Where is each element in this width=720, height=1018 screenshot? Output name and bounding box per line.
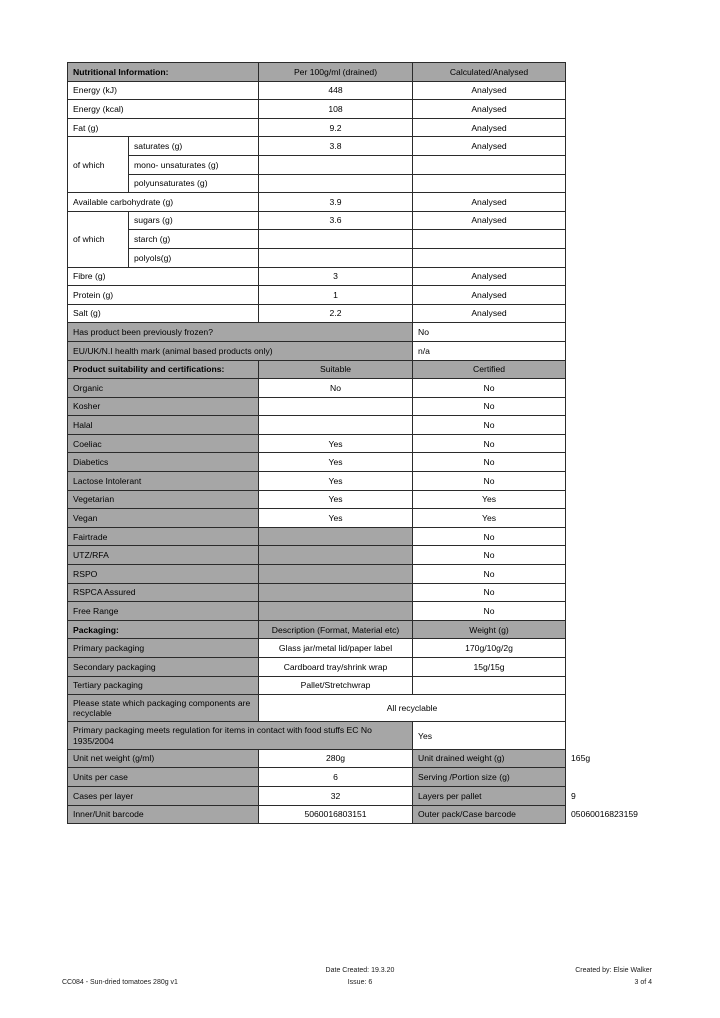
suitability-label: Kosher [68,397,259,416]
table-row [68,174,566,193]
nutrition-method: Analysed [413,267,566,286]
packaging-description: Pallet/Stretchwrap [259,676,413,695]
health-mark-row [68,341,566,360]
suitability-certified: No [413,379,566,398]
table-row [68,509,566,528]
table-row [68,676,566,695]
suitability-label: Halal [68,416,259,435]
packaging-description: Glass jar/metal lid/paper label [259,639,413,658]
footer-product-code: CC084 - Sun-dried tomatoes 280g v1 [62,979,178,986]
nutrition-label: Energy (kcal) [68,100,259,119]
nutrition-value: 3.9 [259,193,413,212]
suitability-certified: No [413,472,566,491]
table-row: Cases per layer 32 Layers per pallet 9 [68,786,566,805]
nutrition-sub-label: saturates (g) [129,137,259,156]
suitability-header-row [68,360,566,379]
suitability-label: RSPO [68,565,259,584]
packaging-header-description: Description (Format, Material etc) [259,620,413,639]
suitability-suitable: Yes [259,509,413,528]
nutrition-method: Analysed [413,286,566,305]
table-row: Inner/Unit barcode 5060016803151 Outer pack/Case barcode 05060016823159 [68,805,566,824]
spec-value-a: 32 [259,786,413,805]
spec-label-a: Inner/Unit barcode [68,805,259,824]
suitability-label: Fairtrade [68,527,259,546]
nutrition-method [413,230,566,249]
packaging-header-label: Packaging: [68,620,259,639]
packaging-label: Tertiary packaging [68,676,259,695]
suitability-certified: No [413,453,566,472]
footer-created-by: Created by: Elsie Walker [575,967,652,974]
table-row [68,248,566,267]
suitability-label: Coeliac [68,434,259,453]
nutrition-value [259,248,413,267]
nutrition-method: Analysed [413,137,566,156]
previously-frozen-question: Has product been previously frozen? [68,323,413,342]
table-row [68,137,566,156]
footer-page-number: 3 of 4 [634,979,652,986]
spec-label-b: Outer pack/Case barcode [413,805,566,824]
suitability-certified: No [413,416,566,435]
suitability-header-certified: Certified [413,360,566,379]
packaging-weight: 170g/10g/2g [413,639,566,658]
spec-value-a: 6 [259,768,413,787]
table-row [68,193,566,212]
table-row [68,81,566,100]
table-row [68,100,566,119]
suitability-label: Vegan [68,509,259,528]
nutrition-value [259,155,413,174]
nutrition-sub-label: polyols(g) [129,248,259,267]
footer-date-created: Date Created: 19.3.20 [325,967,395,974]
suitability-certified: No [413,546,566,565]
table-row [68,155,566,174]
previously-frozen-answer: No [413,323,566,342]
spec-label-a: Cases per layer [68,786,259,805]
table-row [68,267,566,286]
suitability-suitable: Yes [259,434,413,453]
regulation-row [68,722,566,749]
table-row [68,286,566,305]
nutrition-value: 1 [259,286,413,305]
table-row [68,768,566,787]
table-row: Unit net weight (g/ml) 280g Unit drained weight (g) 165g [68,749,566,768]
nutrition-label: Protein (g) [68,286,259,305]
spec-label-b: Unit drained weight (g) [413,749,566,768]
suitability-label: Lactose Intolerant [68,472,259,491]
table-row [68,472,566,491]
nutrition-method [413,155,566,174]
table-row [68,527,566,546]
suitability-certified: Yes [413,509,566,528]
spec-value-a: 5060016803151 [259,805,413,824]
nutrition-label: Salt (g) [68,304,259,323]
packaging-header-weight: Weight (g) [413,620,566,639]
suitability-suitable [259,397,413,416]
nutrition-value: 2.2 [259,304,413,323]
nutrition-sub-label: mono- unsaturates (g) [129,155,259,174]
table-row [68,565,566,584]
suitability-label: Organic [68,379,259,398]
spec-value-a: 280g [259,749,413,768]
nutrition-header-label: Nutritional Information: [68,63,259,82]
nutrition-sub-label: polyunsaturates (g) [129,174,259,193]
suitability-suitable: Yes [259,490,413,509]
suitability-suitable [259,583,413,602]
nutrition-header-method: Calculated/Analysed [413,63,566,82]
suitability-label: Vegetarian [68,490,259,509]
nutrition-label: Energy (kJ) [68,81,259,100]
recyclable-label: Please state which packaging components are recyclable [68,695,259,722]
table-row [68,230,566,249]
nutrition-value: 9.2 [259,118,413,137]
footer-issue: Issue: 6 [347,979,373,986]
packaging-description: Cardboard tray/shrink wrap [259,658,413,677]
table-row [68,304,566,323]
table-row [68,118,566,137]
suitability-suitable: Yes [259,453,413,472]
health-mark-answer: n/a [413,341,566,360]
nutrition-sub-label: sugars (g) [129,211,259,230]
regulation-answer: Yes [413,722,566,749]
nutrition-method [413,248,566,267]
nutrition-method [413,174,566,193]
table-row [68,416,566,435]
nutrition-header-per: Per 100g/ml (drained) [259,63,413,82]
table-row [68,211,566,230]
nutrition-method: Analysed [413,81,566,100]
nutrition-value: 3.6 [259,211,413,230]
suitability-suitable: No [259,379,413,398]
spec-label-a: Unit net weight (g/ml) [68,749,259,768]
table-row [68,379,566,398]
of-which-fat-label: of which [68,137,129,193]
suitability-certified: No [413,565,566,584]
suitability-suitable: Yes [259,472,413,491]
suitability-certified: No [413,583,566,602]
spec-label-b: Layers per pallet [413,786,566,805]
nutrition-value: 108 [259,100,413,119]
table-body [68,63,638,824]
packaging-label: Primary packaging [68,639,259,658]
nutrition-label: Available carbohydrate (g) [68,193,259,212]
nutrition-method: Analysed [413,211,566,230]
recyclable-row [68,695,566,722]
nutrition-value [259,230,413,249]
suitability-suitable [259,602,413,621]
nutrition-method: Analysed [413,118,566,137]
nutrition-sub-label: starch (g) [129,230,259,249]
suitability-label: UTZ/RFA [68,546,259,565]
table-row [68,397,566,416]
nutrition-value: 3.8 [259,137,413,156]
table-row [68,658,566,677]
nutrition-label: Fat (g) [68,118,259,137]
of-which-carb-label: of which [68,211,129,267]
suitability-header-suitable: Suitable [259,360,413,379]
suitability-suitable [259,527,413,546]
suitability-certified: No [413,397,566,416]
packaging-label: Secondary packaging [68,658,259,677]
table-row [68,434,566,453]
table-row [68,583,566,602]
suitability-label: RSPCA Assured [68,583,259,602]
table-row [68,639,566,658]
packaging-weight [413,676,566,695]
nutrition-method: Analysed [413,100,566,119]
spec-label-a: Units per case [68,768,259,787]
suitability-certified: No [413,602,566,621]
nutrition-value [259,174,413,193]
table-row [68,453,566,472]
previously-frozen-row [68,323,566,342]
nutrition-method: Analysed [413,193,566,212]
table-row [68,602,566,621]
suitability-header-label: Product suitability and certifications: [68,360,259,379]
health-mark-question: EU/UK/N.I health mark (animal based products only) [68,341,413,360]
suitability-label: Free Range [68,602,259,621]
suitability-suitable [259,546,413,565]
suitability-suitable [259,416,413,435]
packaging-weight: 15g/15g [413,658,566,677]
suitability-certified: No [413,527,566,546]
nutrition-method: Analysed [413,304,566,323]
regulation-label: Primary packaging meets regulation for items in contact with food stuffs EC No 1935/2004 [68,722,413,749]
suitability-label: Diabetics [68,453,259,472]
suitability-suitable [259,565,413,584]
suitability-certified: No [413,434,566,453]
spec-label-b: Serving /Portion size (g) [413,768,566,787]
table-row [68,546,566,565]
nutrition-header-row [68,63,566,82]
packaging-header-row [68,620,566,639]
product-specification-table [67,62,638,824]
nutrition-value: 3 [259,267,413,286]
table-row [68,490,566,509]
recyclable-value: All recyclable [259,695,566,722]
suitability-certified: Yes [413,490,566,509]
nutrition-label: Fibre (g) [68,267,259,286]
nutrition-value: 448 [259,81,413,100]
